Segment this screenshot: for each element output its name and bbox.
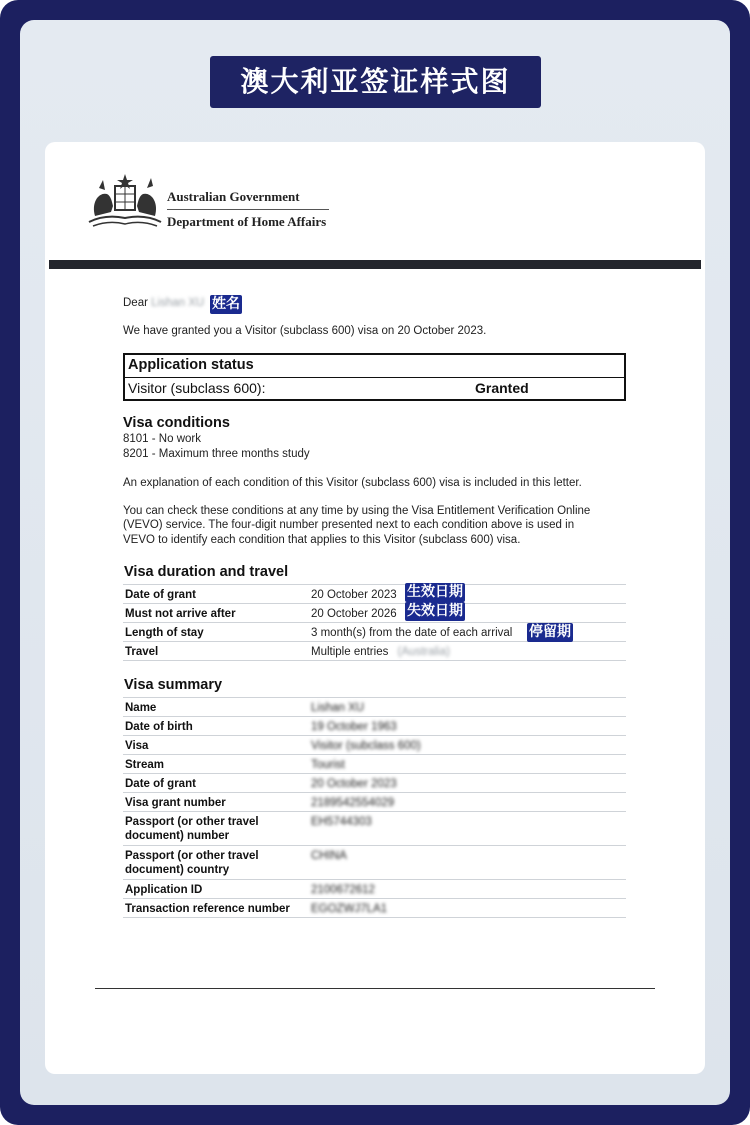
dear-prefix: Dear bbox=[123, 297, 148, 309]
page-title-banner: 澳大利亚签证样式图 bbox=[210, 56, 541, 108]
visa-conditions-heading: Visa conditions bbox=[123, 415, 230, 431]
application-status-box bbox=[123, 353, 626, 401]
table-row bbox=[123, 604, 626, 623]
row-value bbox=[311, 645, 450, 659]
condition-item: 8101 - No work bbox=[123, 433, 201, 445]
annotation-name: 姓名 bbox=[212, 296, 240, 312]
application-status-heading: Application status bbox=[128, 357, 254, 373]
visa-letter bbox=[45, 142, 705, 1074]
row-value: Visitor (subclass 600) bbox=[311, 740, 421, 752]
row-label: Passport (or other travel document) number bbox=[125, 816, 259, 842]
row-value: EH5744303 bbox=[311, 816, 372, 828]
grant-sentence: We have granted you a Visitor (subclass 600) visa on 20 October 2023. bbox=[123, 325, 487, 337]
gov-divider bbox=[167, 209, 329, 210]
row-value: 2100672612 bbox=[311, 884, 375, 896]
row-label: Date of grant bbox=[125, 778, 196, 790]
gov-name: Australian Government bbox=[167, 189, 300, 204]
row-label: Travel bbox=[125, 646, 159, 658]
table-row bbox=[123, 698, 626, 717]
row-value: Lishan XU bbox=[311, 702, 365, 714]
annotation-stay-period: 停留期 bbox=[529, 624, 571, 640]
annotation-expiry-date: 失效日期 bbox=[407, 603, 463, 619]
table-row bbox=[123, 880, 626, 899]
table-row bbox=[123, 755, 626, 774]
row-value: 20 October 2026 bbox=[311, 608, 397, 620]
header-bar bbox=[49, 260, 701, 269]
salutation bbox=[123, 297, 204, 309]
department-name: Department of Home Affairs bbox=[167, 214, 327, 229]
row-value: 19 October 1963 bbox=[311, 721, 397, 733]
row-value: EGOZWJ7LA1 bbox=[311, 903, 388, 915]
row-label: Must not arrive after bbox=[125, 608, 236, 620]
table-row bbox=[123, 642, 626, 661]
row-label: Application ID bbox=[125, 884, 203, 896]
footer-rule bbox=[95, 988, 655, 989]
table-row bbox=[123, 585, 626, 604]
table-row bbox=[123, 899, 626, 918]
status-visa-type: Visitor (subclass 600): bbox=[128, 380, 266, 396]
status-value: Granted bbox=[475, 380, 529, 396]
row-label: Stream bbox=[125, 759, 164, 771]
row-label: Visa bbox=[125, 740, 149, 752]
vevo-paragraph-line: VEVO to identify each condition that applies to this Visitor (subclass 600) visa. bbox=[123, 534, 521, 546]
travel-value: Multiple entries bbox=[311, 646, 389, 658]
row-label: Transaction reference number bbox=[125, 903, 290, 915]
table-row bbox=[123, 736, 626, 755]
row-label: Date of birth bbox=[125, 721, 193, 733]
row-value: 20 October 2023 bbox=[311, 589, 397, 601]
row-label: Name bbox=[125, 702, 157, 714]
coat-of-arms-icon bbox=[85, 172, 165, 230]
row-value: CHINA bbox=[311, 850, 347, 862]
row-value: 3 month(s) from the date of each arrival bbox=[311, 627, 513, 639]
summary-table bbox=[123, 698, 626, 918]
conditions-explanation: An explanation of each condition of this Visitor (subclass 600) visa is included in this letter. bbox=[123, 477, 582, 489]
row-label: Passport (or other travel document) country bbox=[125, 850, 259, 876]
vevo-paragraph-line: (VEVO) service. The four-digit number presented next to each condition above is used in bbox=[123, 519, 575, 531]
travel-extra: (Australia) bbox=[397, 646, 450, 658]
table-row bbox=[123, 793, 626, 812]
row-value: 20 October 2023 bbox=[311, 778, 397, 790]
recipient-name: Lishan XU bbox=[151, 297, 205, 309]
duration-heading: Visa duration and travel bbox=[124, 564, 289, 580]
table-row bbox=[123, 812, 626, 846]
table-row bbox=[123, 846, 626, 880]
row-value: Tourist bbox=[311, 759, 345, 771]
summary-heading: Visa summary bbox=[124, 677, 223, 693]
annotation-grant-date: 生效日期 bbox=[407, 584, 463, 600]
condition-item: 8201 - Maximum three months study bbox=[123, 448, 310, 460]
vevo-paragraph-line: You can check these conditions at any time by using the Visa Entitlement Verification Online bbox=[123, 505, 591, 517]
table-row bbox=[123, 774, 626, 793]
row-label: Visa grant number bbox=[125, 797, 226, 809]
table-row bbox=[123, 717, 626, 736]
row-value: 2189542554029 bbox=[311, 797, 395, 809]
row-label: Length of stay bbox=[125, 627, 204, 639]
status-divider bbox=[125, 377, 624, 378]
row-label: Date of grant bbox=[125, 589, 196, 601]
